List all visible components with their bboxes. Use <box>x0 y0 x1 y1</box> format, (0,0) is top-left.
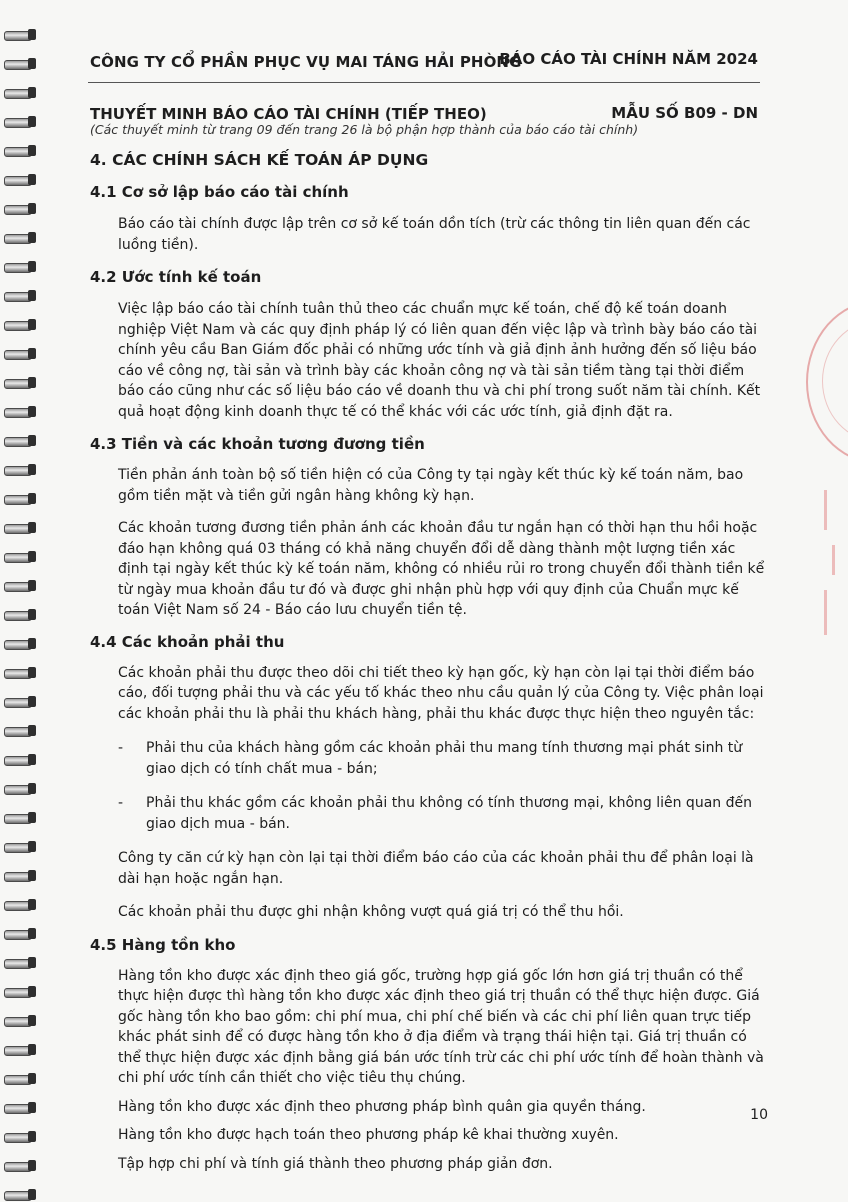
binding-ring <box>4 231 34 245</box>
binding-ring <box>4 86 34 100</box>
subsection-heading-4-5: 4.5 Hàng tồn kho <box>90 935 236 954</box>
binding-ring <box>4 202 34 216</box>
paragraph: Hàng tồn kho được hạch toán theo phương pháp kê khai thường xuyên. <box>118 1127 619 1143</box>
paragraph: Công ty căn cứ kỳ hạn còn lại tại thời điểm báo cáo của các khoản phải thu để phân loại là dài hạn hoặc ngắn hạn. <box>118 850 754 887</box>
spiral-binding <box>0 0 40 1200</box>
signature-mark <box>824 590 827 635</box>
binding-ring <box>4 463 34 477</box>
company-name: CÔNG TY CỔ PHẦN PHỤC VỤ MAI TÁNG HẢI PHÒNG <box>90 53 522 71</box>
binding-ring <box>4 956 34 970</box>
signature-mark <box>832 545 835 575</box>
binding-ring <box>4 28 34 42</box>
paragraph: Việc lập báo cáo tài chính tuân thủ theo các chuẩn mực kế toán, chế độ kế toán doanh nghiệp Việt Nam và các quy định pháp lý có liên quan đến việc lập và trình bày báo cáo tài chính yêu cầu Ban Giám đốc phải có những ước tính và giả định ảnh hưởng đến số liệu báo cáo về công nợ, tài sản và trình bày các khoản công nợ và tài sản tiềm tàng tại thời điểm báo cáo cũng như các số liệu báo cáo về doanh thu và chi phí trong suốt năm tài chính. Kết quả hoạt động kinh doanh thực tế có thể khác với các ước tính, giả định đặt ra. <box>118 301 761 420</box>
binding-ring <box>4 376 34 390</box>
binding-ring <box>4 289 34 303</box>
binding-ring <box>4 782 34 796</box>
binding-ring <box>4 637 34 651</box>
binding-ring <box>4 579 34 593</box>
binding-ring <box>4 927 34 941</box>
binding-ring <box>4 318 34 332</box>
binding-ring <box>4 405 34 419</box>
binding-ring <box>4 666 34 680</box>
document-note: (Các thuyết minh từ trang 09 đến trang 26 là bộ phận hợp thành của báo cáo tài chính) <box>90 122 639 137</box>
binding-ring <box>4 811 34 825</box>
subsection-heading-4-3: 4.3 Tiền và các khoản tương đương tiền <box>90 435 425 453</box>
binding-ring <box>4 115 34 129</box>
binding-ring <box>4 898 34 912</box>
bullet-list <box>90 738 766 834</box>
binding-ring <box>4 1072 34 1086</box>
binding-ring <box>4 521 34 535</box>
paragraph: Các khoản tương đương tiền phản ánh các khoản đầu tư ngắn hạn có thời hạn thu hồi hoặc đáo hạn không quá 03 tháng có khả năng chuyển đổi dễ dàng thành một lượng tiền xác định tại ngày kết thúc kỳ kế toán năm, không có nhiều rủi ro trong chuyển đổi thành tiền kể từ ngày mua khoản đầu tư đó và được ghi nhận phù hợp với quy định của Chuẩn mực kế toán Việt Nam số 24 - Báo cáo lưu chuyển tiền tệ. <box>118 520 765 618</box>
subsection-heading-4-4: 4.4 Các khoản phải thu <box>90 632 285 651</box>
paragraph: Báo cáo tài chính được lập trên cơ sở kế toán dồn tích (trừ các thông tin liên quan đến các luồng tiền). <box>118 216 751 253</box>
list-item <box>90 738 766 779</box>
signature-mark <box>824 490 827 530</box>
binding-ring <box>4 492 34 506</box>
binding-ring <box>4 695 34 709</box>
list-item-text: Phải thu khác gồm các khoản phải thu không có tính thương mại, không liên quan đến giao dịch mua - bán. <box>146 795 752 832</box>
binding-ring <box>4 550 34 564</box>
binding-ring <box>4 985 34 999</box>
report-title: BÁO CÁO TÀI CHÍNH NĂM 2024 <box>499 50 758 68</box>
document-body <box>90 150 766 1174</box>
paragraph: Hàng tồn kho được xác định theo phương pháp bình quân gia quyền tháng. <box>118 1098 646 1115</box>
binding-ring <box>4 1101 34 1115</box>
binding-ring <box>4 869 34 883</box>
binding-ring <box>4 1014 34 1028</box>
list-item <box>90 793 766 834</box>
form-number: MẪU SỐ B09 - DN <box>611 104 758 122</box>
paragraph: Hàng tồn kho được xác định theo giá gốc, trường hợp giá gốc lớn hơn giá trị thuần có thể thực hiện được thì hàng tồn kho được xác định theo giá trị thuần có thể thực hiện được. Giá gốc hàng tồn kho bao gồm: chi phí mua, chi phí chế biến và các chi phí liên quan trực tiếp khác phát sinh để có được hàng tồn kho ở địa điểm và trạng thái hiện tại. Giá trị thuần có thể thực hiện được xác định bằng giá bán ước tính trừ các chi phí ước tính để hoàn thành và chi phí ước tính cần thiết cho việc tiêu thụ chúng. <box>118 967 764 1086</box>
binding-ring <box>4 724 34 738</box>
binding-ring <box>4 1043 34 1057</box>
binding-ring <box>4 1159 34 1173</box>
section-heading: 4. CÁC CHÍNH SÁCH KẾ TOÁN ÁP DỤNG <box>90 151 429 169</box>
binding-ring <box>4 144 34 158</box>
binding-ring <box>4 1130 34 1144</box>
paragraph: Các khoản phải thu được theo dõi chi tiết theo kỳ hạn gốc, kỳ hạn còn lại tại thời điểm báo cáo, đối tượng phải thu và các yếu tố khác theo nhu cầu quản lý của Công ty. Việc phân loại các khoản phải thu là phải thu khách hàng, phải thu khác được thực hiện theo nguyên tắc: <box>118 664 764 722</box>
page-number: 10 <box>750 1107 768 1123</box>
binding-ring <box>4 608 34 622</box>
paragraph: Tiền phản ánh toàn bộ số tiền hiện có của Công ty tại ngày kết thúc kỳ kế toán năm, bao gồm tiền mặt và tiền gửi ngân hàng không kỳ hạn. <box>118 467 744 504</box>
binding-ring <box>4 434 34 448</box>
binding-ring <box>4 260 34 274</box>
bullet-dash: - <box>118 795 124 811</box>
paragraph: Các khoản phải thu được ghi nhận không vượt quá giá trị có thể thu hồi. <box>118 904 624 920</box>
binding-ring <box>4 840 34 854</box>
header-divider <box>88 82 760 83</box>
binding-ring <box>4 57 34 71</box>
document-title: THUYẾT MINH BÁO CÁO TÀI CHÍNH (TIẾP THEO) <box>90 105 487 123</box>
binding-ring <box>4 173 34 187</box>
subsection-heading-4-2: 4.2 Ước tính kế toán <box>90 268 262 286</box>
list-item-text: Phải thu của khách hàng gồm các khoản phải thu mang tính thương mại phát sinh từ giao dịch có tính chất mua - bán; <box>146 740 743 777</box>
paragraph: Tập hợp chi phí và tính giá thành theo phương pháp giản đơn. <box>118 1155 553 1172</box>
subsection-heading-4-1: 4.1 Cơ sở lập báo cáo tài chính <box>90 183 349 201</box>
binding-ring <box>4 347 34 361</box>
binding-ring <box>4 753 34 767</box>
bullet-dash: - <box>118 740 124 756</box>
